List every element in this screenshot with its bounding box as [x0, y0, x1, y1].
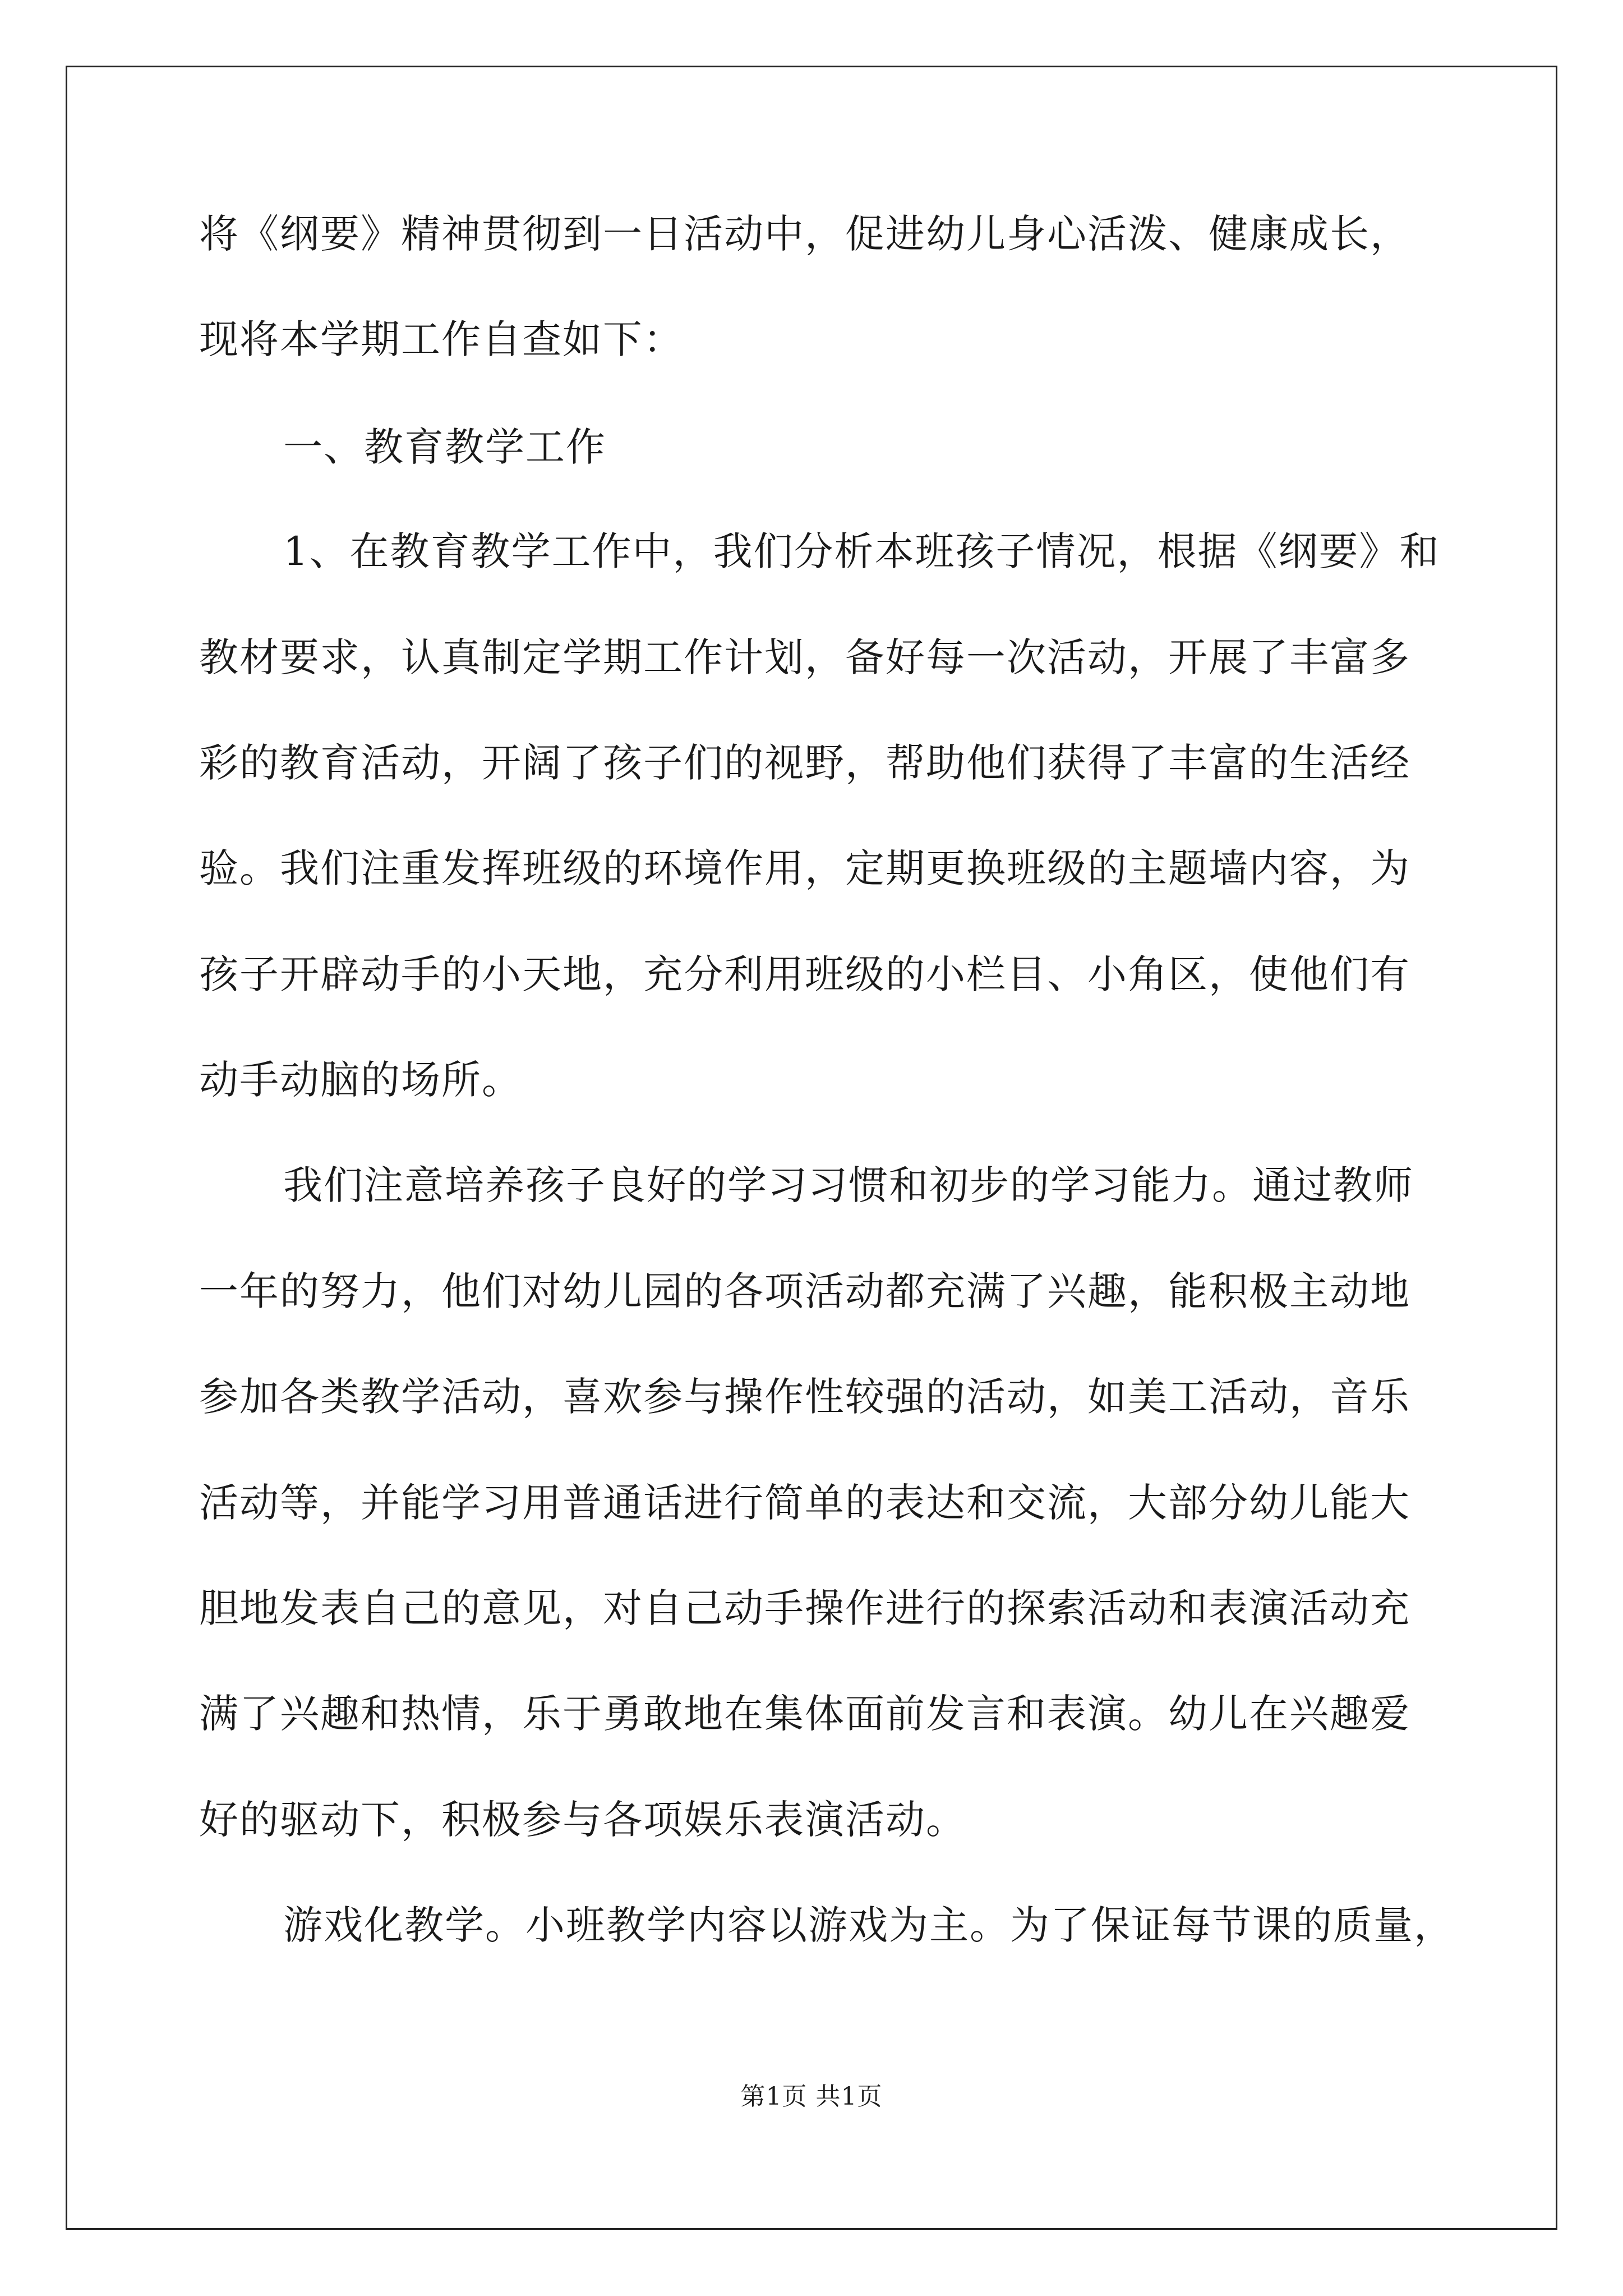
- text-line: 现将本学期工作自查如下：: [199, 316, 684, 362]
- text-line: 动手动脑的场所。: [199, 1057, 522, 1103]
- text-line: 彩的教育活动，开阔了孩子们的视野，帮助他们获得了丰富的生活经: [199, 740, 1410, 786]
- page-number-footer: 第1页 共1页: [740, 2082, 883, 2111]
- text-line: 我们注意培养孩子良好的学习习惯和初步的学习能力。通过教师: [283, 1162, 1414, 1208]
- text-line: 1、在教育教学工作中，我们分析本班孩子情况，根据《纲要》和: [283, 528, 1440, 574]
- text-line: 活动等，并能学习用普通话进行简单的表达和交流，大部分幼儿能大: [199, 1480, 1410, 1526]
- text-line: 孩子开辟动手的小天地，充分利用班级的小栏目、小角区，使他们有: [199, 951, 1410, 997]
- text-line: 好的驱动下，积极参与各项娱乐表演活动。: [199, 1797, 966, 1843]
- text-line: 将《纲要》精神贯彻到一日活动中，促进幼儿身心活泼、健康成长，: [199, 211, 1410, 257]
- text-line: 胆地发表自己的意见，对自己动手操作进行的探索活动和表演活动充: [199, 1585, 1410, 1631]
- text-line: 满了兴趣和热情，乐于勇敢地在集体面前发言和表演。幼儿在兴趣爱: [199, 1691, 1410, 1737]
- section-heading: 一、教育教学工作: [283, 424, 606, 470]
- text-line: 验。我们注重发挥班级的环境作用，定期更换班级的主题墙内容，为: [199, 845, 1410, 891]
- text-line: 一年的努力，他们对幼儿园的各项活动都充满了兴趣，能积极主动地: [199, 1268, 1410, 1314]
- text-line: 游戏化教学。小班教学内容以游戏为主。为了保证每节课的质量，: [283, 1902, 1454, 1948]
- text-line: 教材要求，认真制定学期工作计划，备好每一次活动，开展了丰富多: [199, 634, 1410, 680]
- text-line: 参加各类教学活动，喜欢参与操作性较强的活动，如美工活动，音乐: [199, 1374, 1410, 1420]
